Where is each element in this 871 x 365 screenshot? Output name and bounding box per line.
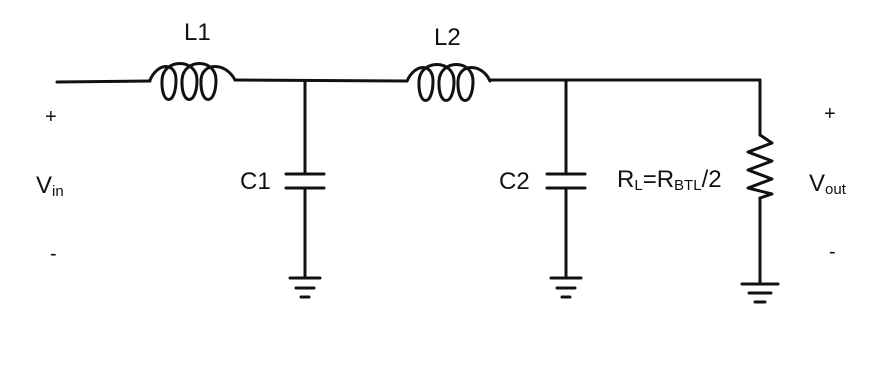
resistor-zigzag — [748, 135, 772, 198]
input-v-sub: in — [52, 183, 64, 200]
label-c1: C1 — [240, 168, 271, 195]
output-plus: + — [824, 103, 836, 125]
load-r-sub: L — [634, 177, 643, 194]
output-v: V — [809, 170, 826, 197]
input-v: V — [36, 172, 53, 199]
label-load-resistor — [617, 168, 722, 193]
output-v-sub: out — [825, 181, 846, 198]
ground-c1-icon — [290, 278, 320, 297]
ground-c2-icon — [551, 278, 581, 297]
input-minus: - — [50, 243, 57, 265]
inductor-l2-coil — [407, 65, 490, 101]
ground-load-icon — [742, 284, 778, 302]
load-r: R — [617, 166, 635, 193]
inductor-l1-coil — [150, 64, 235, 100]
load-tail: /2 — [701, 166, 722, 193]
output-minus: - — [829, 241, 836, 263]
label-l2: L2 — [434, 24, 461, 51]
input-plus: + — [45, 106, 57, 128]
load-eq: =R — [642, 166, 675, 193]
label-c2: C2 — [499, 168, 530, 195]
wire-l1-l2 — [235, 80, 407, 81]
output-voltage-label — [809, 172, 846, 197]
wire-input — [57, 81, 150, 82]
input-voltage-label — [36, 174, 64, 199]
label-l1: L1 — [184, 19, 211, 46]
load-eq-sub: BTL — [674, 177, 702, 194]
